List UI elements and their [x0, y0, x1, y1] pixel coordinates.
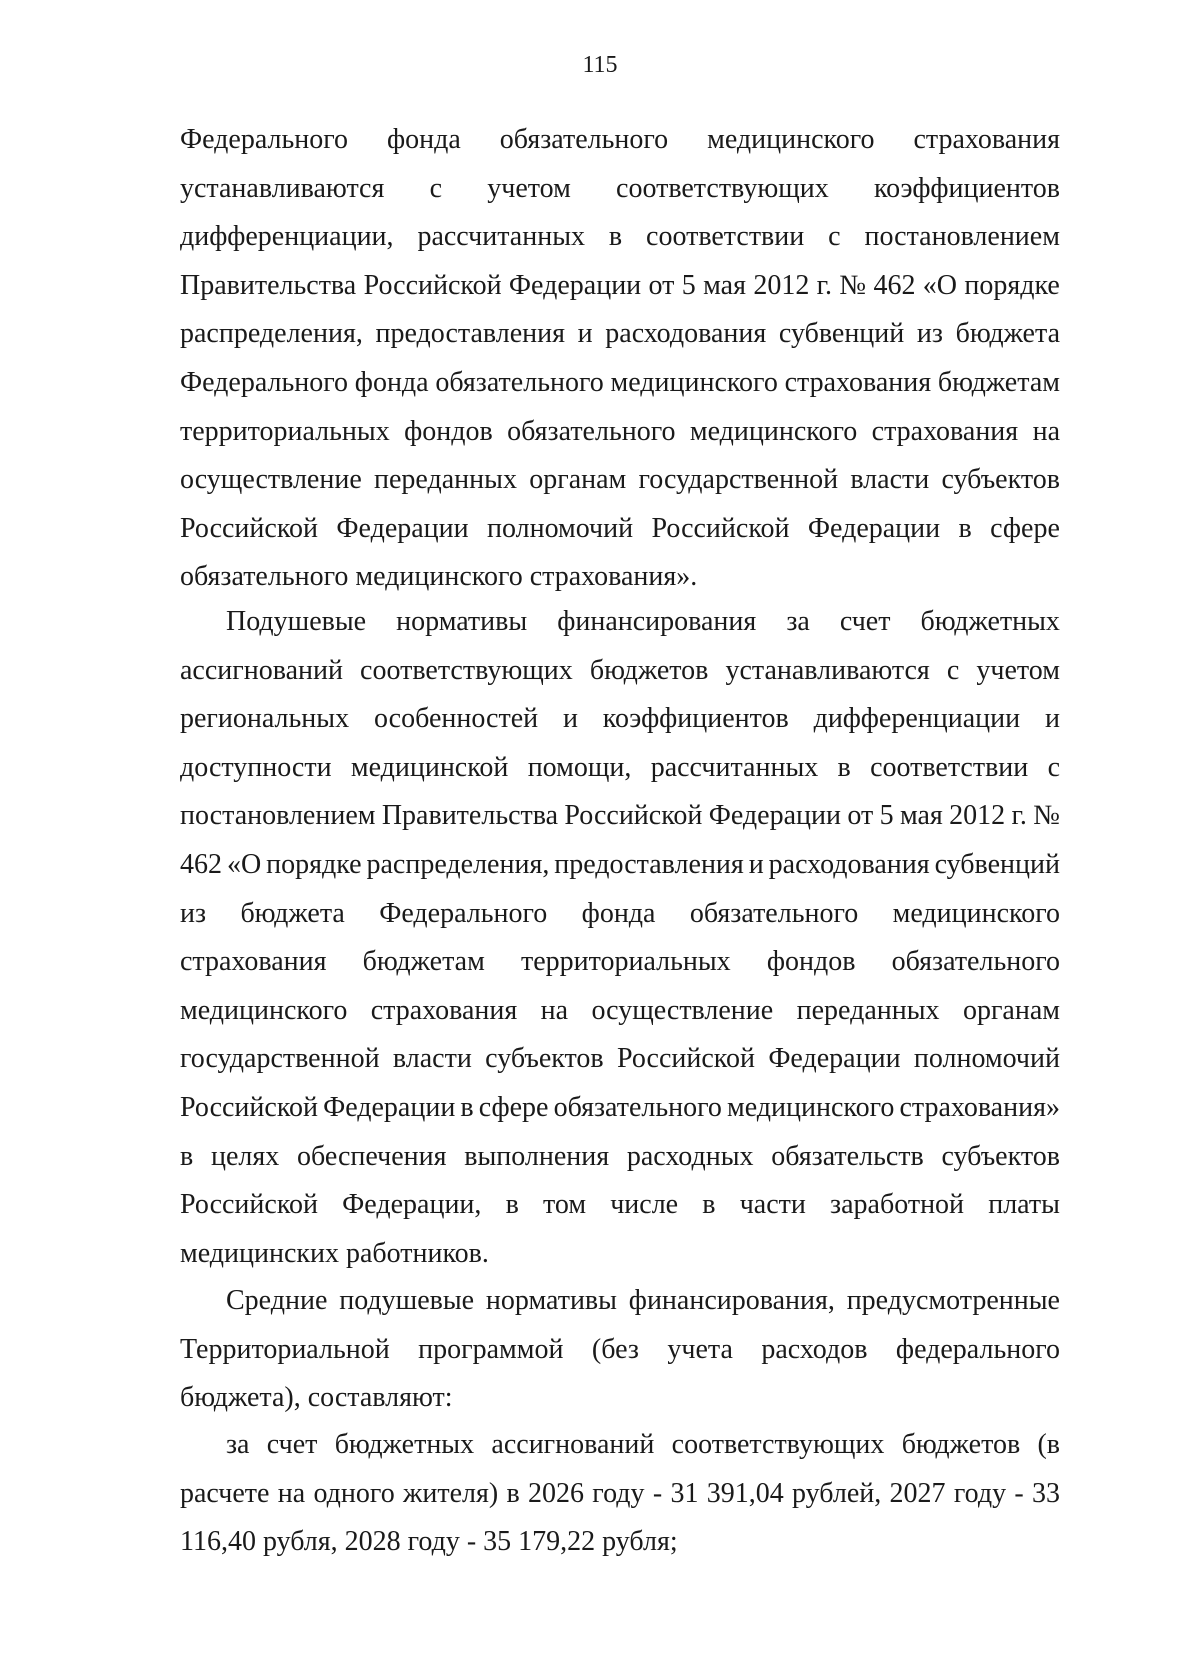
text-line: [180, 1277, 1060, 1326]
word: страхования: [784, 366, 932, 398]
word: обязательного: [891, 946, 1060, 978]
word: (без: [591, 1333, 639, 1365]
word: году: [592, 1477, 645, 1509]
word: коэффициентов: [602, 703, 789, 735]
word: одного: [313, 1477, 395, 1509]
text-line: [180, 938, 1060, 987]
word: (в: [1037, 1429, 1060, 1460]
text-line: обязательного медицинского страхования».: [180, 561, 698, 593]
word: с: [1047, 751, 1060, 783]
word: 31: [670, 1477, 699, 1509]
word: нормативы: [396, 606, 528, 637]
word: Федерации,: [342, 1189, 482, 1221]
word: бюджетных: [920, 606, 1060, 637]
word: учета: [667, 1333, 733, 1365]
word: органам: [962, 994, 1060, 1026]
word: полномочий: [487, 512, 634, 544]
word: и: [1044, 703, 1060, 735]
word: с: [429, 172, 443, 204]
word: постановлением: [864, 221, 1060, 253]
word: в: [460, 1091, 474, 1123]
text-line: [180, 505, 1060, 554]
word: жителя): [403, 1477, 499, 1509]
word: Территориальной: [180, 1333, 390, 1365]
word: за: [226, 1429, 250, 1460]
word: особенностей: [373, 703, 539, 735]
word: ассигнований: [180, 654, 343, 686]
word: порядке: [266, 848, 362, 880]
word: осуществление: [591, 994, 774, 1026]
word: дифференциации,: [180, 221, 394, 253]
word: Федерального: [379, 897, 548, 929]
word: ассигнований: [491, 1429, 655, 1460]
word: в: [180, 1140, 194, 1172]
word: Федерации: [708, 800, 841, 832]
word: нормативы: [485, 1285, 617, 1316]
word: 33: [1032, 1477, 1060, 1509]
text-line: [180, 1084, 1060, 1133]
word: Российской: [180, 1189, 318, 1221]
text-line: [180, 647, 1060, 696]
word: Федерации: [336, 512, 469, 544]
word: в: [608, 221, 623, 253]
word: №: [1033, 800, 1060, 832]
word: федерального: [895, 1333, 1060, 1365]
word: бюджетов: [901, 1429, 1021, 1460]
word: в: [837, 751, 851, 783]
word: Федерации: [508, 269, 642, 301]
word: бюджетам: [937, 366, 1060, 398]
word: расходования: [768, 848, 930, 880]
word: соответствии: [870, 751, 1029, 783]
word: страхования: [370, 994, 518, 1026]
word: переданных: [374, 464, 517, 496]
word: соответствующих: [671, 1429, 885, 1460]
word: -: [652, 1477, 663, 1509]
word: обеспечения: [296, 1140, 447, 1172]
word: Федерального: [180, 124, 349, 155]
word: постановлением: [180, 800, 376, 832]
word: дифференциации: [813, 703, 1021, 735]
word: г.: [1011, 800, 1027, 832]
word: медицинского: [892, 897, 1060, 929]
word: устанавливаются: [180, 172, 385, 204]
paragraph-3: [180, 1277, 1060, 1423]
word: 2027: [889, 1477, 946, 1509]
word: «О: [226, 848, 262, 880]
word: страхования»: [899, 1091, 1060, 1123]
text-line: [180, 310, 1060, 359]
text-line: [180, 695, 1060, 744]
word: Российской: [651, 512, 790, 544]
word: в: [505, 1189, 519, 1221]
text-line: [180, 1133, 1060, 1182]
word: бюджетам: [362, 946, 485, 978]
word: медицинского: [610, 366, 778, 398]
text-line: [180, 262, 1060, 311]
text-line: 116,40 рубля, 2028 году - 35 179,22 рубля;: [180, 1526, 678, 1558]
word: 2012: [753, 269, 810, 301]
word: Российской: [616, 1043, 755, 1075]
word: распределения,: [180, 318, 363, 350]
word: Федерального: [180, 366, 349, 398]
word: рублей,: [792, 1477, 882, 1509]
word: №: [839, 269, 867, 301]
text-line: бюджета), составляют:: [180, 1382, 453, 1414]
word: Средние: [226, 1285, 328, 1316]
word: предусмотренные: [846, 1285, 1060, 1316]
word: субвенций: [778, 318, 905, 350]
paragraph-2: [180, 598, 1060, 1278]
text-line: [180, 792, 1060, 841]
word: г.: [816, 269, 832, 301]
text-line: [180, 1035, 1060, 1084]
word: счет: [839, 606, 891, 637]
word: 5: [879, 800, 894, 832]
word: расходования: [605, 318, 767, 350]
word: фонда: [387, 124, 461, 155]
word: из: [180, 897, 207, 929]
word: обязательного: [507, 415, 676, 447]
word: сфере: [990, 512, 1060, 544]
text-line: [180, 213, 1060, 262]
word: субвенций: [934, 848, 1060, 880]
word: -: [1014, 1477, 1024, 1509]
word: помощи,: [527, 751, 632, 783]
word: на: [540, 994, 569, 1026]
paragraph-4: [180, 1421, 1060, 1567]
word: мая: [899, 800, 943, 832]
word: предоставления: [375, 318, 565, 350]
word: 391,04: [706, 1477, 784, 1509]
word: соответствующих: [616, 172, 829, 204]
word: части: [739, 1189, 806, 1221]
word: субъектов: [941, 464, 1060, 496]
word: сфере: [478, 1091, 549, 1123]
text-line: [180, 408, 1060, 457]
word: мая: [703, 269, 746, 301]
word: порядке: [964, 269, 1060, 301]
word: власти: [392, 1043, 472, 1075]
word: расчете: [180, 1477, 270, 1509]
word: бюджетных: [334, 1429, 475, 1460]
word: Федерации: [807, 512, 941, 544]
word: обязательств: [771, 1140, 924, 1172]
word: «О: [922, 269, 958, 301]
text-line: [180, 744, 1060, 793]
word: фонда: [354, 366, 429, 398]
word: 5: [681, 269, 696, 301]
word: страхования: [180, 946, 327, 978]
word: бюджета: [240, 897, 345, 929]
word: предоставления: [554, 848, 744, 880]
word: Российской: [564, 800, 703, 832]
text-line: [180, 987, 1060, 1036]
word: том: [542, 1189, 587, 1221]
word: бюджета: [955, 318, 1060, 350]
text-line: [180, 598, 1060, 647]
page-number: 115: [582, 52, 618, 78]
word: и: [562, 703, 578, 735]
word: соответствии: [646, 221, 805, 253]
word: Правительства: [180, 269, 357, 301]
word: фонда: [581, 897, 656, 929]
word: обязательного: [499, 124, 669, 155]
text-line: [180, 165, 1060, 214]
word: числе: [610, 1189, 679, 1221]
word: выполнения: [464, 1140, 610, 1172]
word: бюджетов: [589, 654, 709, 686]
word: в: [958, 512, 972, 544]
word: 2026: [528, 1477, 584, 1509]
word: обязательного: [553, 1091, 722, 1123]
word: расходных: [626, 1140, 754, 1172]
word: на: [1032, 415, 1060, 447]
word: Российской: [363, 269, 502, 301]
word: государственной: [638, 464, 839, 496]
text-line: [180, 1181, 1060, 1230]
word: счет: [266, 1429, 318, 1460]
word: от: [847, 800, 874, 832]
word: медицинской: [350, 751, 509, 783]
word: фондов: [404, 415, 493, 447]
word: финансирования,: [628, 1285, 835, 1316]
text-line: [180, 1326, 1060, 1375]
word: власти: [850, 464, 930, 496]
word: с: [946, 654, 960, 686]
word: страхования: [913, 124, 1060, 155]
word: Российской: [180, 512, 318, 544]
word: соответствующих: [360, 654, 573, 686]
word: Подушевые: [226, 606, 367, 637]
word: 2012: [949, 800, 1006, 832]
word: Российской: [180, 1091, 318, 1123]
word: медицинского: [707, 124, 875, 155]
word: рассчитанных: [417, 221, 586, 253]
word: устанавливаются: [725, 654, 930, 686]
word: медицинского: [180, 994, 348, 1026]
word: коэффициентов: [874, 172, 1060, 204]
text-line: [180, 1470, 1060, 1519]
word: страхования: [871, 415, 1019, 447]
word: региональных: [180, 703, 350, 735]
word: территориальных: [180, 415, 390, 447]
word: полномочий: [913, 1043, 1060, 1075]
word: Федерации: [323, 1091, 456, 1123]
word: осуществление: [180, 464, 362, 496]
word: медицинского: [727, 1091, 895, 1123]
word: территориальных: [520, 946, 731, 978]
word: и: [748, 848, 764, 880]
word: рассчитанных: [650, 751, 819, 783]
word: финансирования: [557, 606, 757, 637]
word: субъектов: [485, 1043, 604, 1075]
word: за: [786, 606, 810, 637]
word: Федерации: [768, 1043, 901, 1075]
word: от: [648, 269, 675, 301]
word: учетом: [487, 172, 571, 204]
word: органам: [529, 464, 627, 496]
word: медицинского: [689, 415, 858, 447]
text-line: [180, 359, 1060, 408]
word: переданных: [796, 994, 940, 1026]
text-line: [180, 1421, 1060, 1470]
word: в: [506, 1477, 520, 1509]
word: из: [916, 318, 943, 350]
word: обязательного: [435, 366, 604, 398]
paragraph-1: [180, 116, 1060, 602]
word: расходов: [761, 1333, 868, 1365]
text-line: [180, 890, 1060, 939]
text-line: [180, 841, 1060, 890]
word: государственной: [180, 1043, 380, 1075]
word: и: [577, 318, 593, 350]
text-line: [180, 116, 1060, 165]
word: доступности: [180, 751, 332, 783]
word: распределения,: [366, 848, 550, 880]
word: 462: [180, 848, 222, 880]
word: заработной: [830, 1189, 965, 1221]
word: программой: [418, 1333, 564, 1365]
word: обязательного: [689, 897, 859, 929]
word: 462: [873, 269, 916, 301]
word: подушевые: [339, 1285, 475, 1316]
word: с: [828, 221, 841, 253]
word: субъектов: [941, 1140, 1060, 1172]
word: на: [277, 1477, 306, 1509]
word: платы: [988, 1189, 1060, 1221]
word: в: [702, 1189, 716, 1221]
word: фондов: [766, 946, 856, 978]
word: учетом: [976, 654, 1060, 686]
word: Правительства: [381, 800, 559, 832]
word: целях: [210, 1140, 280, 1172]
word: году: [953, 1477, 1007, 1509]
text-line: [180, 456, 1060, 505]
text-line: медицинских работников.: [180, 1237, 489, 1269]
